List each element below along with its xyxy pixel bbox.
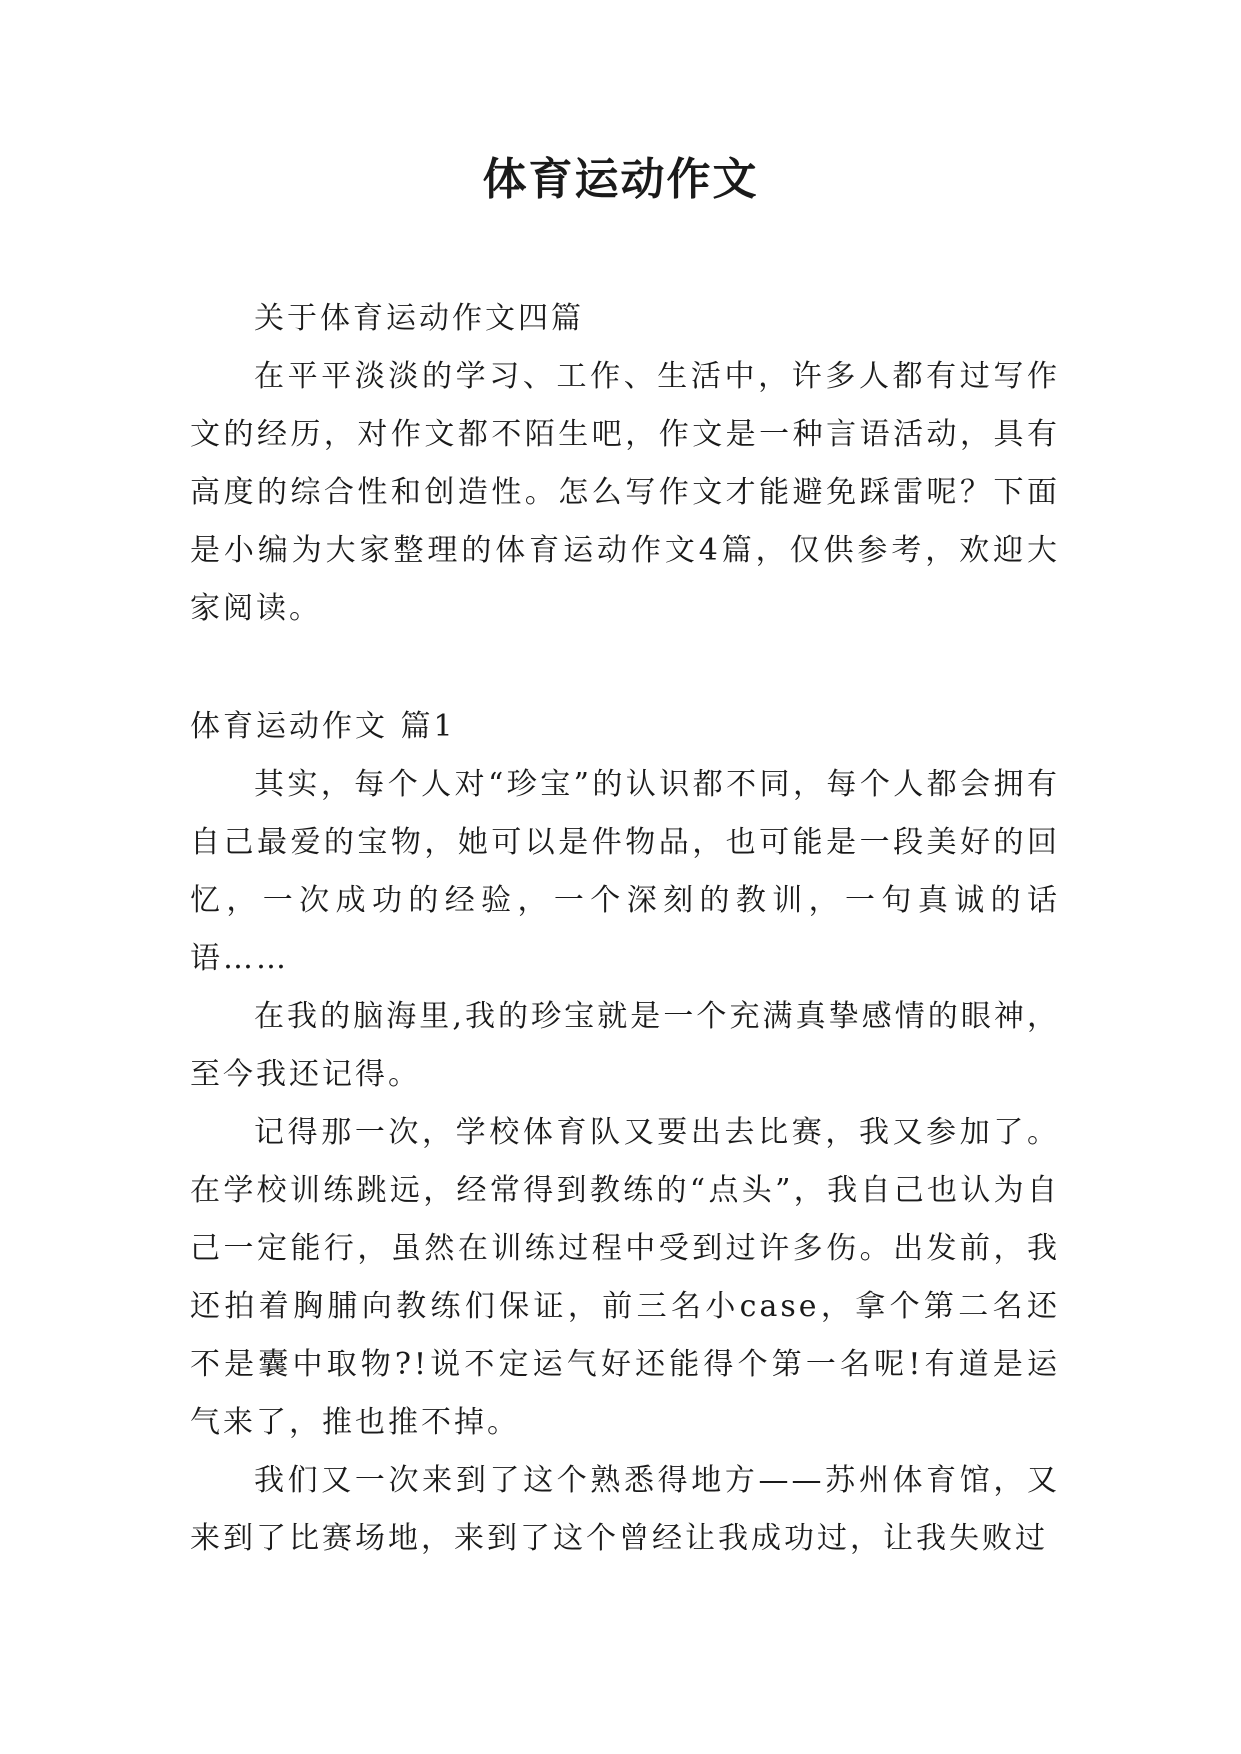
document-body: [190, 290, 1060, 1568]
document-title: 体育运动作文: [482, 154, 759, 205]
body-paragraph: 记得那一次，学校体育队又要出去比赛，我又参加了。在学校训练跳远，经常得到教练的“点头”，我自己也认为自己一定能行，虽然在训练过程中受到过许多伤。出发前，我还拍着胸脯向教练们保证，前三名小case，拿个第二名还不是囊中取物?!说不定运气好还能得个第一名呢!有道是运气来了，推也推不掉。: [190, 1115, 1060, 1440]
intro-paragraph: 在平平淡淡的学习、工作、生活中，许多人都有过写作文的经历，对作文都不陌生吧，作文是一种言语活动，具有高度的综合性和创造性。怎么写作文才能避免踩雷呢？下面是小编为大家整理的体育运动作文4篇，仅供参考，欢迎大家阅读。: [190, 359, 1060, 626]
body-paragraph: 我们又一次来到了这个熟悉得地方——苏州体育馆，又来到了比赛场地，来到了这个曾经让我成功过，让我失败过: [190, 1463, 1060, 1556]
subtitle: 关于体育运动作文四篇: [254, 301, 584, 336]
body-paragraph: 其实，每个人对“珍宝”的认识都不同，每个人都会拥有自己最爱的宝物，她可以是件物品，也可能是一段美好的回忆，一次成功的经验，一个深刻的教训，一句真诚的话语……: [190, 767, 1060, 976]
section-heading: 体育运动作文 篇1: [190, 709, 456, 744]
body-paragraph: 在我的脑海里,我的珍宝就是一个充满真挚感情的眼神，至今我还记得。: [190, 999, 1060, 1092]
section-spacer: [190, 638, 1060, 698]
